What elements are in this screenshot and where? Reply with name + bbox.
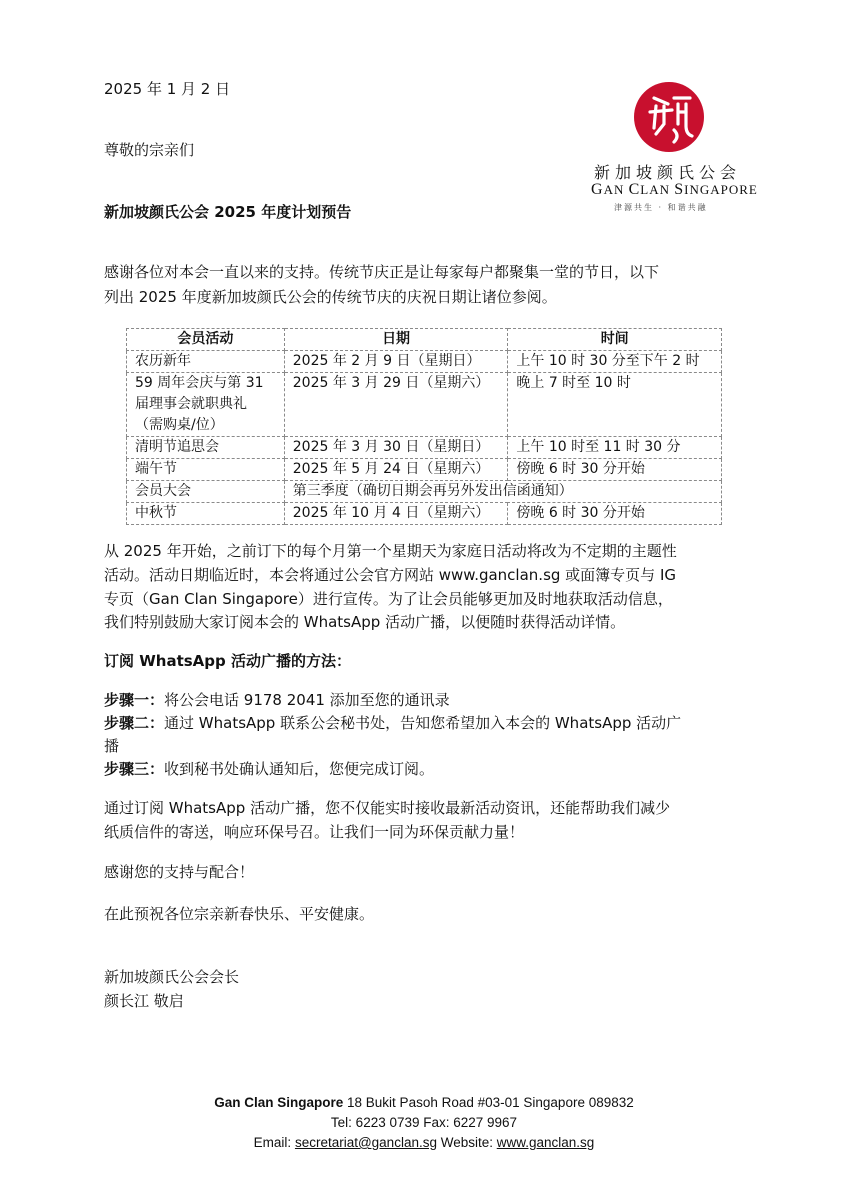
footer-address: Gan Clan Singapore 18 Bukit Pasoh Road #03-01 Singapore 089832	[214, 1095, 634, 1110]
letter-subject: 新加坡颜氏公会 2025 年度计划预告	[104, 203, 352, 221]
table-cell-event: 中秋节	[127, 503, 285, 525]
table-row	[127, 437, 722, 459]
table-cell-event: 59 周年会庆与第 31 届理事会就职典礼 （需购桌/位）	[127, 373, 285, 437]
para2-line-4: 我们特别鼓励大家订阅本会的 WhatsApp 活动广播，以便随时获得活动详情。	[104, 613, 626, 631]
logo-name-en: GAN CLAN SINGAPORE	[591, 181, 758, 198]
events-table	[126, 328, 722, 525]
logo-name-cn: 新加坡颜氏公会	[594, 163, 742, 182]
para3-line-1: 通过订阅 WhatsApp 活动广播，您不仅能实时接收最新活动资讯，还能帮助我们减少	[104, 799, 671, 817]
footer-email-link[interactable]: secretariat@ganclan.sg	[294, 1135, 437, 1150]
para2-line-1: 从 2025 年开始，之前订下的每个月第一个星期天为家庭日活动将改为不定期的主题性	[104, 542, 677, 560]
table-row	[127, 481, 722, 503]
footer-phones: Tel: 6223 0739 Fax: 6227 9967	[330, 1115, 518, 1130]
wishes-line: 在此预祝各位宗亲新春快乐、平安健康。	[104, 905, 375, 923]
table-row	[127, 459, 722, 481]
table-cell-event: 端午节	[127, 459, 285, 481]
table-header: 日期	[284, 329, 508, 351]
table-cell-merged: 第三季度（确切日期会再另外发出信函通知）	[284, 481, 721, 503]
letter-date: 2025 年 1 月 2 日	[104, 80, 231, 98]
step-1: 步骤一：将公会电话 9178 2041 添加至您的通讯录	[104, 691, 450, 709]
table-cell-event: 清明节追思会	[127, 437, 285, 459]
logo-motto: 津源共生 · 和谐共融	[614, 203, 708, 212]
intro-line-2: 列出 2025 年度新加坡颜氏公会的传统节庆的庆祝日期让诸位参阅。	[104, 288, 557, 306]
table-cell-time: 傍晚 6 时 30 分开始	[508, 459, 722, 481]
table-row	[127, 351, 722, 373]
intro-line-1: 感谢各位对本会一直以来的支持。传统节庆正是让每家每户都聚集一堂的节日，以下	[104, 263, 660, 281]
table-cell-date: 2025 年 10 月 4 日（星期六）	[284, 503, 508, 525]
howto-title: 订阅 WhatsApp 活动广播的方法：	[104, 652, 351, 670]
footer-contact: Email: secretariat@ganclan.sg Website: www.ganclan.sg	[253, 1135, 595, 1150]
para3-line-2: 纸质信件的寄送，响应环保号召。让我们一同为环保贡献力量！	[104, 823, 525, 841]
table-header-row	[127, 329, 722, 351]
table-cell-time: 傍晚 6 时 30 分开始	[508, 503, 722, 525]
table-cell-time: 上午 10 时 30 分至下午 2 时	[508, 351, 722, 373]
table-cell-date: 2025 年 3 月 30 日（星期日）	[284, 437, 508, 459]
table-cell-time: 上午 10 时至 11 时 30 分	[508, 437, 722, 459]
salutation: 尊敬的宗亲们	[104, 141, 195, 159]
step-3: 步骤三：收到秘书处确认通知后，您便完成订阅。	[104, 760, 435, 778]
signature-name: 颜长江 敬启	[104, 992, 184, 1010]
para2-line-2: 活动。活动日期临近时，本会将通过公会官方网站 www.ganclan.sg 或面簿专页与 IG	[104, 566, 676, 584]
table-cell-date: 2025 年 3 月 29 日（星期六）	[284, 373, 508, 437]
table-cell-time: 晚上 7 时至 10 时	[508, 373, 722, 437]
table-cell-event: 农历新年	[127, 351, 285, 373]
table-row	[127, 503, 722, 525]
thanks-line: 感谢您的支持与配合！	[104, 863, 255, 881]
table-cell-date: 2025 年 2 月 9 日（星期日）	[284, 351, 508, 373]
table-header: 时间	[508, 329, 722, 351]
table-cell-date: 2025 年 5 月 24 日（星期六）	[284, 459, 508, 481]
table-row	[127, 373, 722, 437]
footer-website-link[interactable]: www.ganclan.sg	[496, 1135, 595, 1150]
signature-title: 新加坡颜氏公会会长	[104, 968, 240, 986]
para2-line-3: 专页（Gan Clan Singapore）进行宣传。为了让会员能够更加及时地获取活动信息，	[104, 590, 673, 608]
table-cell-event: 会员大会	[127, 481, 285, 503]
step-2: 步骤二：通过 WhatsApp 联系公会秘书处，告知您希望加入本会的 WhatsApp 活动广	[104, 714, 682, 732]
table-header: 会员活动	[127, 329, 285, 351]
step-2-continued: 播	[104, 737, 120, 755]
gan-seal-icon	[634, 82, 704, 152]
